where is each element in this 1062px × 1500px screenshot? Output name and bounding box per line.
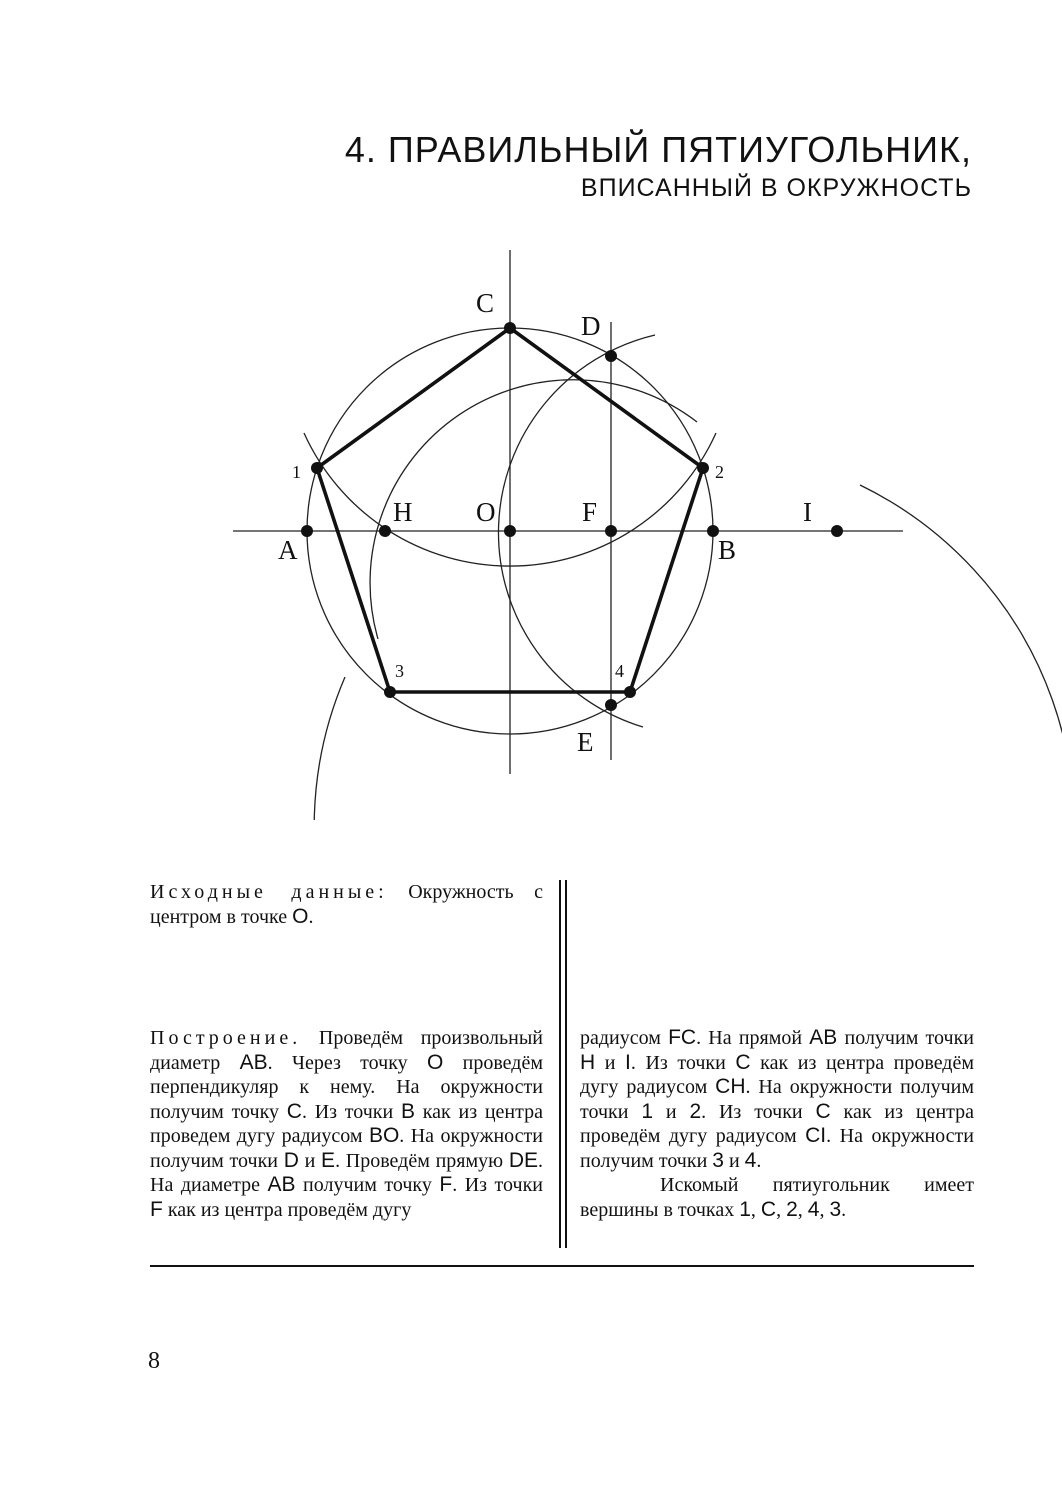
point-1 [311,462,323,474]
page-title: 4. ПРАВИЛЬНЫЙ ПЯТИУГОЛЬНИК, [344,129,972,170]
point-o [504,525,516,537]
label-a: A [278,535,298,565]
page-subtitle: ВПИСАННЫЙ В ОКРУЖНОСТЬ [580,174,972,202]
point-a [301,525,313,537]
given-data-paragraph: Исходные данные: Окружность с центром в точке O. [150,881,543,928]
label-h: H [393,497,413,527]
point-2 [697,462,709,474]
label-2: 2 [715,462,724,482]
label-1: 1 [292,462,301,482]
construction-paragraph: Построение. Проведём произвольный диаметр AB. Через точку O проведём перпендикуляр к нему. На окружности получим точку C. Из точки B как из центра проведем дугу радиусом BO. На окружности получим точки D и E. Проведём прямую DE. На диаметре AB получим точку F. Из точки F как из центра проведём дугу [150,1027,544,1221]
label-d: D [581,311,601,341]
point-h [379,525,391,537]
arc-c-radius-ci [314,485,1062,820]
column-divider-right [565,880,567,1248]
page-number: 8 [148,1348,160,1374]
point-f [605,525,617,537]
point-c [504,322,516,334]
point-e [605,699,617,711]
label-o: O [476,497,496,527]
label-f: F [582,497,598,527]
point-i [831,525,843,537]
label-e: E [577,727,594,757]
given-data-block [150,880,543,929]
label-3: 3 [395,661,404,681]
point-4 [624,686,636,698]
construction-continued-block [580,1026,974,1222]
construction-block [150,1026,543,1222]
point-3 [384,686,396,698]
label-c: C [476,288,495,318]
result-paragraph: Искомый пятиугольник имеет вершины в точках 1, C, 2, 4, 3. [580,1174,974,1221]
point-d [605,350,617,362]
construction-continued-paragraph: радиусом FC. На прямой AB получим точки H и I. Из точки C как из центра проведём дугу радиусом CH. На окружности получим точки 1 и 2. Из точки C как из центра проведём дугу радиусом CI. На окружности получим точки 3 и 4. [580,1026,975,1172]
construction-heading: Построение. [150,1027,302,1049]
bottom-rule [150,1265,974,1267]
column-divider-left [559,880,561,1248]
label-b: B [718,535,737,565]
label-i: I [803,497,812,527]
given-heading: Исходные данные: [150,881,388,903]
label-4: 4 [615,661,624,681]
